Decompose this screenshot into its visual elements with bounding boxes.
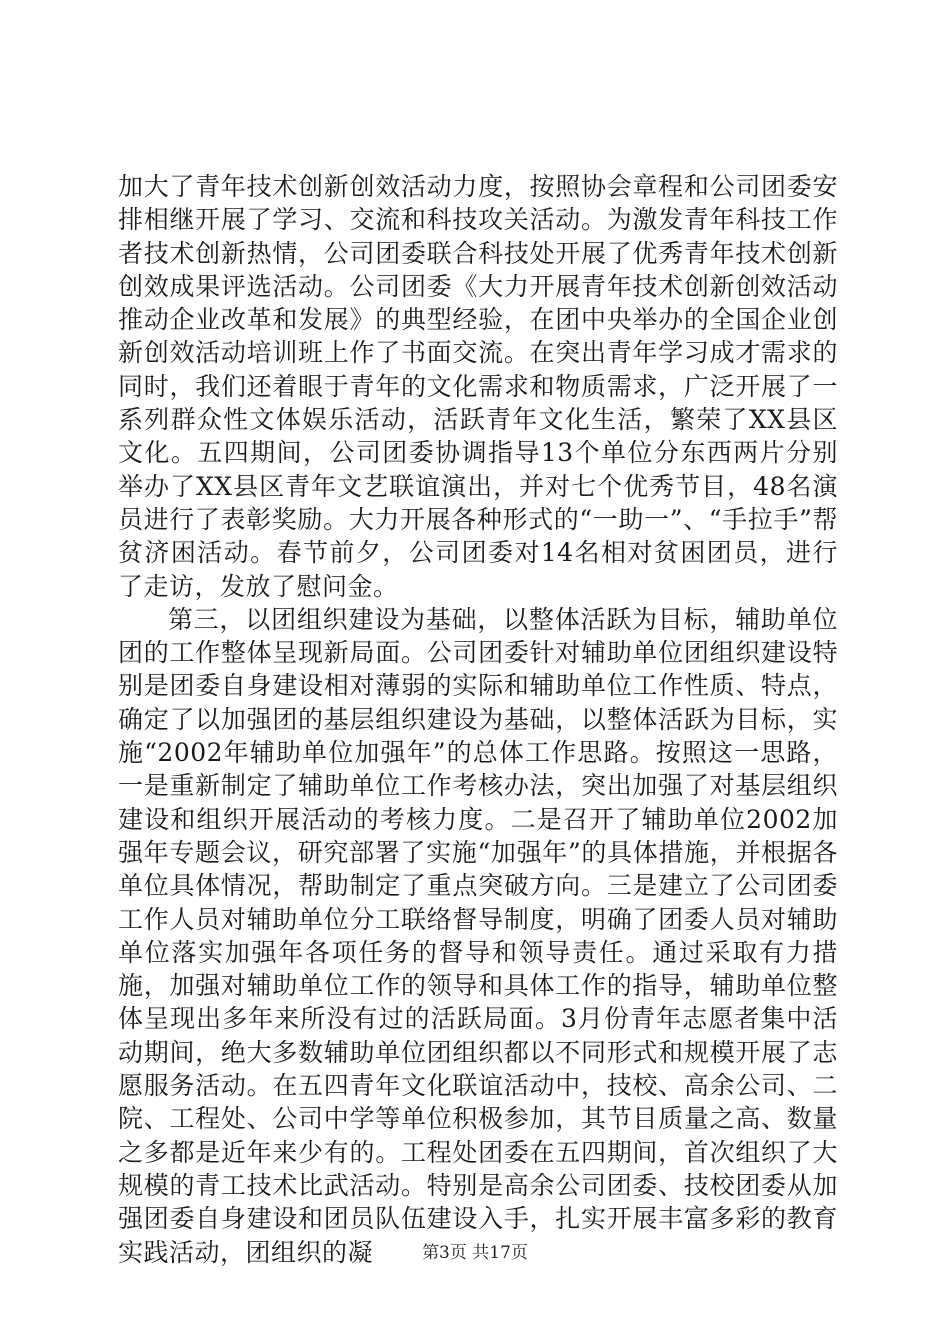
paragraph-2: 第三，以团组织建设为基础，以整体活跃为目标，辅助单位团的工作整体呈现新局面。公司团委针对辅助单位团组织建设特别是团委自身建设相对薄弱的实际和辅助单位工作性质、特点，确定了以加强团的基层组织建设为基础，以整体活跃为目标，实施“2002年辅助单位加强年”的总体工作思路。按照这一思路，一是重新制定了辅助单位工作考核办法，突出加强了对基层组织建设和组织开展活动的考核力度。二是召开了辅助单位2002加强年专题会议，研究部署了实施“加强年”的具体措施，并根据各单位具体情况，帮助制定了重点突破方向。三是建立了公司团委工作人员对辅助单位分工联络督导制度，明确了团委人员对辅助单位落实加强年各项任务的督导和领导责任。通过采取有力措施，加强对辅助单位工作的领导和具体工作的指导，辅助单位整体呈现出多年来所没有过的活跃局面。3月份青年志愿者集中活动期间，绝大多数辅助单位团组织都以不同形式和规模开展了志愿服务活动。在五四青年文化联谊活动中，技校、高余公司、二院、工程处、公司中学等单位积极参加，其节目质量之高、数量之多都是近年来少有的。工程处团委在五四期间，首次组织了大规模的青工技术比武活动。特别是高余公司团委、技校团委从加强团委自身建设和团员队伍建设入手，扎实开展丰富多彩的教育实践活动，团组织的凝 [118,604,838,1267]
page-footer: 第3页 共17页 [422,1243,528,1263]
document-body [118,170,838,1269]
paragraph-1: 加大了青年技术创新创效活动力度，按照协会章程和公司团委安排相继开展了学习、交流和科技攻关活动。为激发青年科技工作者技术创新热情，公司团委联合科技处开展了优秀青年技术创新创效成果评选活动。公司团委《大力开展青年技术创新创效活动推动企业改革和发展》的典型经验，在团中央举办的全国企业创新创效活动培训班上作了书面交流。在突出青年学习成才需求的同时，我们还着眼于青年的文化需求和物质需求，广泛开展了一系列群众性文体娱乐活动，活跃青年文化生活，繁荣了XX县区文化。五四期间，公司团委协调指导13个单位分东西两片分别举办了XX县区青年文艺联谊演出，并对七个优秀节目，48名演员进行了表彰奖励。大力开展各种形式的“一助一”、“手拉手”帮贫济困活动。春节前夕，公司团委对14名相对贫困团员，进行了走访，发放了慰问金。 [118,172,838,601]
